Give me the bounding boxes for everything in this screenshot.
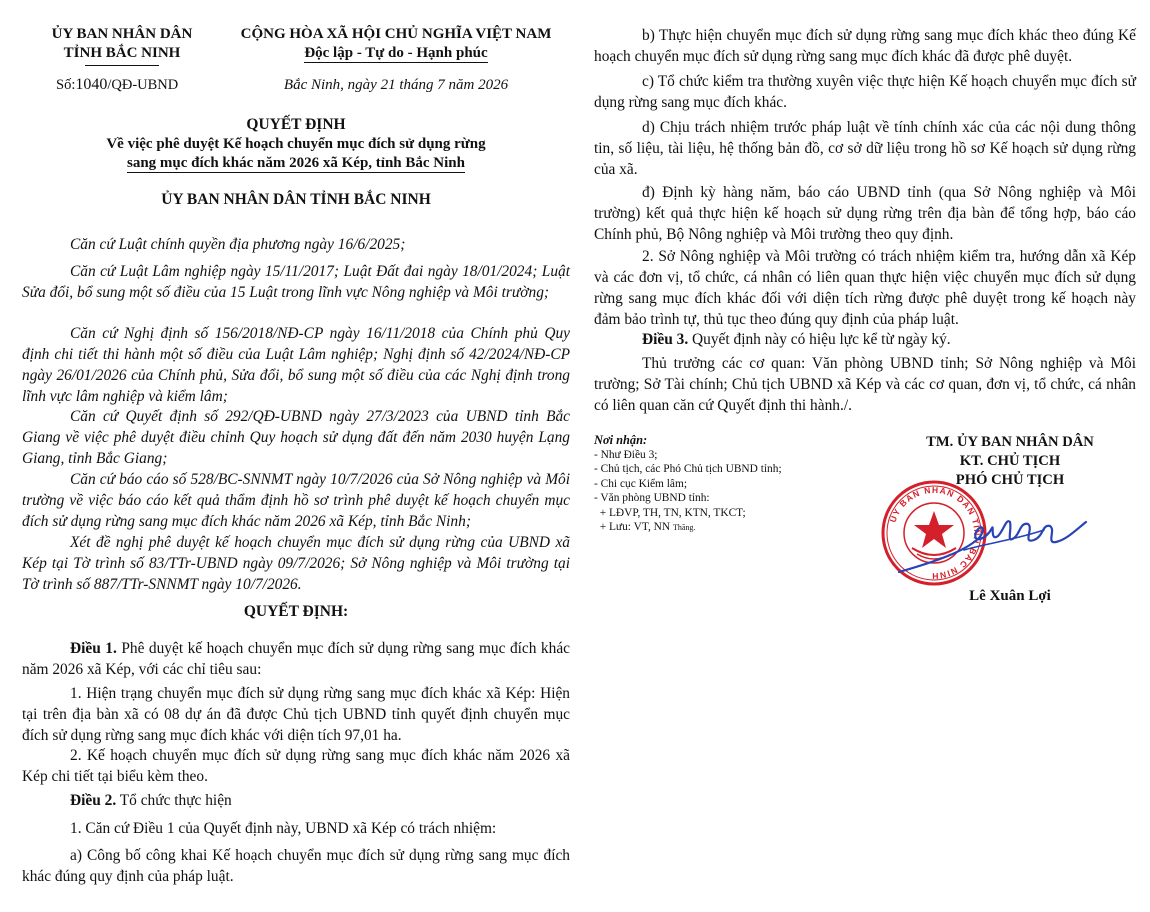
article-2-point-b: b) Thực hiện chuyển mục đích sử dụng rừng sang mục đích khác theo đúng Kế hoạch chuyển mục đích sử dụng rừng sang mục đích khác đã được phê duyệt. (594, 27, 1136, 65)
recipient-item: - Văn phòng UBND tỉnh: (594, 492, 710, 504)
issuer-heading: ỦY BAN NHÂN DÂN TỈNH BẮC NINH (161, 191, 431, 208)
recipient-item: - Chi cục Kiểm lâm; (594, 477, 687, 490)
recipient-item: + Lưu: VT, NN (594, 521, 671, 533)
basis-3: Căn cứ Nghị định số 156/2018/NĐ-CP ngày 16/11/2018 của Chính phủ Quy định chi tiết thi hành một số điều của Luật Lâm nghiệp; Nghị định số 42/2024/NĐ-CP ngày 26/01/2026 của Chính phủ, Sửa đổi, bổ sung một số điều của các Nghị định trong lĩnh vực lâm nghiệp và kiểm lâm; (22, 325, 570, 405)
agency-line2: TỈNH BẮC NINH (63, 45, 181, 61)
signature-capacity: KT. CHỦ TỊCH (959, 453, 1061, 469)
signature-title: PHÓ CHỦ TỊCH (955, 472, 1065, 488)
signature-org: TM. ỦY BAN NHÂN DÂN (926, 434, 1094, 450)
doc-number: Số:1040/QĐ-UBND (56, 76, 179, 93)
basis-6: Xét đề nghị phê duyệt kế hoạch chuyển mục đích sử dụng rừng của UBND xã Kép tại Tờ trình số 83/TTr-UBND ngày 09/7/2026; Sở Nông nghiệp và Môi trường tại Tờ trình số 887/TTr-SNNMT ngày 10/7/2026. (22, 534, 570, 593)
article-2-point-a: a) Công bố công khai Kế hoạch chuyển mục đích sử dụng rừng sang mục đích khác đúng quy định của pháp luật. (22, 847, 570, 885)
article-3-text: Thủ trưởng các cơ quan: Văn phòng UBND tỉnh; Sở Nông nghiệp và Môi trường; Sở Tài chính; Chủ tịch UBND xã Kép và các cơ quan, đơn vị, tổ chức, cá nhân có liên quan căn cứ Quyết định thi hành./. (594, 355, 1136, 414)
article-2-item-2: 2. Sở Nông nghiệp và Môi trường có trách nhiệm kiểm tra, hướng dẫn xã Kép và các đơn vị, tổ chức, cá nhân có liên quan thực hiện việc chuyển mục đích sử dụng rừng sang mục đích khác đối với diện tích rừng được phê duyệt trong kế hoạch này đảm bảo trình tự, thủ tục theo đúng quy định của pháp luật. (594, 248, 1136, 328)
basis-5: Căn cứ báo cáo số 528/BC-SNNMT ngày 10/7/2026 của Sở Nông nghiệp và Môi trường về việc báo cáo kết quả thẩm định hồ sơ trình phê duyệt kế hoạch chuyển mục đích sử dụng rừng sang mục đích khác năm 2026 xã Kép, tỉnh Bắc Ninh; (22, 471, 570, 530)
article-1-item-1: 1. Hiện trạng chuyển mục đích sử dụng rừng sang mục đích khác xã Kép: Hiện tại trên địa bàn xã có 08 dự án đã được Chủ tịch UBND tỉnh quyết định chuyển mục đích sử dụng rừng sang mục đích khác với diện tích 97,01 ha. (22, 685, 570, 744)
agency-line1: ỦY BAN NHÂN DÂN (51, 26, 193, 42)
article-3: Điều 3. Quyết định này có hiệu lực kể từ ngày ký. (642, 331, 951, 348)
handwritten-signature-icon (894, 500, 1094, 580)
nation-line1: CỘNG HÒA XÃ HỘI CHỦ NGHĨA VIỆT NAM (240, 26, 552, 42)
decide-heading: QUYẾT ĐỊNH: (243, 603, 349, 620)
basis-2: Căn cứ Luật Lâm nghiệp ngày 15/11/2017; Luật Đất đai ngày 18/01/2024; Luật Sửa đổi, bổ sung một số điều của 15 Luật trong lĩnh vực Nông nghiệp và Môi trường; (22, 263, 570, 301)
basis-1: Căn cứ Luật chính quyền địa phương ngày 16/6/2025; (70, 236, 406, 253)
recipient-item: - Chủ tịch, các Phó Chủ tịch UBND tỉnh; (594, 463, 782, 475)
article-2: Điều 2. Tổ chức thực hiện (70, 792, 232, 809)
article-2-point-d: d) Chịu trách nhiệm trước pháp luật về tính chính xác của các nội dung thông tin, số liệu, tài liệu, hệ thống bản đồ, cơ sở dữ liệu trong hồ sơ Kế hoạch sử dụng rừng của xã. (594, 119, 1136, 178)
decision-heading: QUYẾT ĐỊNH (246, 116, 346, 133)
basis-4: Căn cứ Quyết định số 292/QĐ-UBND ngày 27/3/2023 của UBND tỉnh Bắc Giang về việc phê duyệt điều chỉnh Quy hoạch sử dụng đất đến năm 2030 huyện Lạng Giang, tỉnh Bắc Giang; (22, 408, 570, 467)
nation-block (222, 25, 570, 63)
article-2-point-dd: đ) Định kỳ hàng năm, báo cáo UBND tỉnh (qua Sở Nông nghiệp và Môi trường) kết quả thực hiện kế hoạch sử dụng rừng trên địa bàn để tổng hợp, báo cáo Chính phủ, Bộ Nông nghiệp và Môi trường theo quy định. (594, 184, 1136, 243)
recipient-item: - Như Điều 3; (594, 448, 658, 461)
seal-text: ỦY BAN NHÂN DÂN TỈNH BẮC NINH (887, 484, 983, 582)
article-1: Điều 1. Phê duyệt kế hoạch chuyển mục đích sử dụng rừng sang mục đích khác năm 2026 xã Kép, với các chỉ tiêu sau: (22, 640, 570, 678)
article-2-point-c: c) Tổ chức kiểm tra thường xuyên việc thực hiện Kế hoạch chuyển mục đích sử dụng rừng sang mục đích khác. (594, 73, 1136, 111)
place-date: Bắc Ninh, ngày 21 tháng 7 năm 2026 (283, 77, 509, 93)
doc-number-value: 1040 (75, 76, 108, 93)
article-2-item-1: 1. Căn cứ Điều 1 của Quyết định này, UBND xã Kép có trách nhiệm: (70, 820, 497, 837)
signer-name: Lê Xuân Lợi (969, 588, 1051, 604)
recipient-item: + LĐVP, TH, TN, KTN, TKCT; (594, 506, 746, 519)
agency-underline (85, 65, 159, 66)
agency-block (22, 25, 222, 66)
article-1-item-2: 2. Kế hoạch chuyển mục đích sử dụng rừng sang mục đích khác năm 2026 xã Kép chi tiết tại biểu kèm theo. (22, 747, 570, 785)
handwritten-note: Thăng. (672, 523, 696, 532)
recipients-heading: Nơi nhận: (594, 433, 648, 447)
decision-subject: Về việc phê duyệt Kế hoạch chuyển mục đích sử dụng rừng sang mục đích khác năm 2026 xã Kép, tỉnh Bắc Ninh (106, 136, 486, 171)
recipients-block (594, 433, 854, 536)
nation-motto: Độc lập - Tự do - Hạnh phúc (304, 45, 488, 61)
